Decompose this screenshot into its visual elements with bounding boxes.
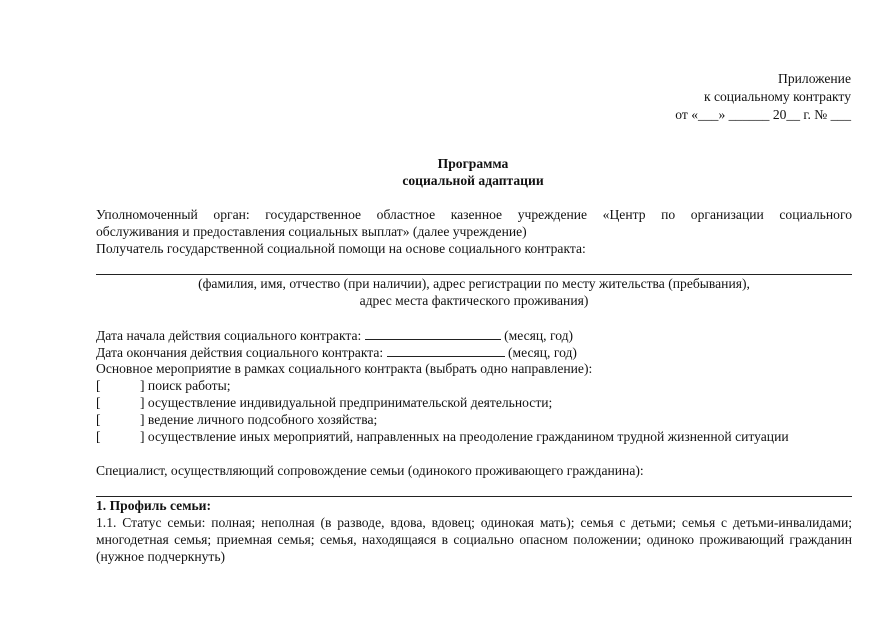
activity-label: Основное мероприятие в рамках социального контракта (выбрать одно направление): [96,361,593,376]
start-date-row [96,326,852,343]
appendix-header [675,70,851,124]
activity-option[interactable] [96,394,852,411]
authority-line-2: обслуживания и предоставления социальных выплат» (далее учреждение) [96,224,527,239]
document-title [0,155,889,189]
activity-option-label: ] осуществление иных мероприятий, направленных на преодоление гражданином трудной жизненной ситуации [140,429,789,444]
end-date-row [96,343,852,360]
appendix-label: Приложение [778,71,851,86]
checkbox-bracket[interactable]: [ [96,395,101,410]
end-date-field[interactable] [387,343,505,357]
activity-option-label: ] поиск работы; [140,378,231,393]
document-body [96,206,852,565]
activity-option-label: ] осуществление индивидуальной предпринимательской деятельности; [140,395,553,410]
recipient-label: Получатель государственной социальной помощи на основе социального контракта: [96,241,586,256]
start-date-label: Дата начала действия социального контракта: [96,328,362,343]
title-line-2: социальной адаптации [402,173,544,188]
activity-option-label: ] ведение личного подсобного хозяйства; [140,412,378,427]
recipient-caption-1: (фамилия, имя, отчество (при наличии), адрес регистрации по месту жительства (пребывания), [198,276,750,291]
activity-option[interactable] [96,428,852,445]
recipient-caption-2: адрес места фактического проживания) [359,293,589,308]
activity-option[interactable] [96,377,852,394]
checkbox-bracket[interactable]: [ [96,429,101,444]
appendix-contract-ref: к социальному контракту [703,89,851,104]
appendix-date-number: от «___» ______ 20__ г. № ___ [675,107,851,122]
start-date-field[interactable] [365,326,501,340]
checkbox-bracket[interactable]: [ [96,378,101,393]
recipient-fill-line[interactable] [96,257,852,275]
end-date-label: Дата окончания действия социального контракта: [96,345,384,360]
specialist-fill-line[interactable] [96,479,852,497]
specialist-label: Специалист, осуществляющий сопровождение семьи (одинокого проживающего гражданина): [96,463,644,478]
title-line-1: Программа [437,156,509,171]
section-1-item-1-1: 1.1. Статус семьи: полная; неполная (в разводе, вдова, вдовец; одинокая мать); семья с детьми; семья с детьми-инвалидами; многодетная семья; приемная семья; семья, находящаяся в социально опасном положении; одиноко проживающий гражданин (нужное подчеркнуть) [96,515,852,564]
start-date-suffix: (месяц, год) [504,328,574,343]
section-1-heading: 1. Профиль семьи: [96,498,212,513]
activity-option[interactable] [96,411,852,428]
end-date-suffix: (месяц, год) [508,345,577,360]
authority-line-1: Уполномоченный орган: государственное областное казенное учреждение «Центр по организации социального [96,207,852,222]
checkbox-bracket[interactable]: [ [96,412,101,427]
